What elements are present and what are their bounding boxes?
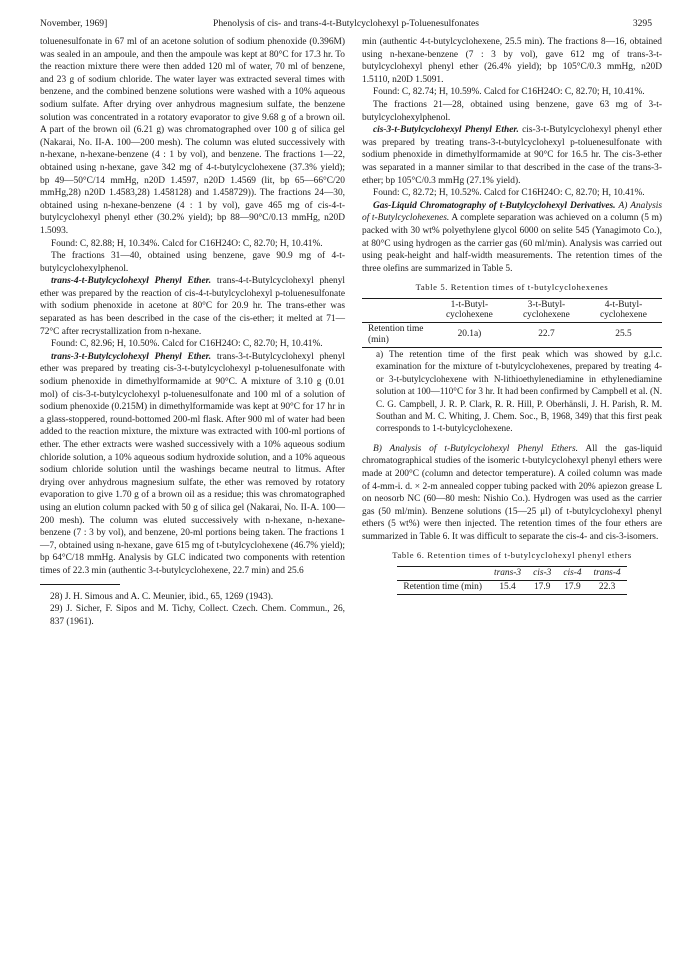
table-cell: 20.1a) [431, 322, 508, 347]
footnote-divider [40, 584, 120, 585]
left-column [40, 36, 345, 628]
section-paragraph [362, 200, 662, 276]
table-header: 3-t-Butyl-cyclohexene [508, 298, 585, 322]
table-5-caption: Table 5. Retention times of t-butylcyclohexenes [415, 282, 609, 293]
table-cell: 22.3 [588, 580, 627, 594]
paragraph: Found: C, 82.88; H, 10.34%. Calcd for C16H24O: C, 82.70; H, 10.41%. [51, 238, 323, 249]
paragraph-text: trans-3-t-Butylcyclohexyl phenyl ether was prepared by treating cis-3-t-butylcyclohexyl p-toluenesulfonate with sodium phenoxide in dimethylformamide at 90°C. A mixture of 3.10 g (0.01 mol) of cis-3-t-butylcyclohexyl p-toluenesulfonate and 100 ml of a solution of sodium phenoxide (0.215M) in dimethylformamide was kept at 90°C for 17 hr in a glass-stoppered, round-bottomed 200-ml flask. After 900 ml of water had been added to the reaction mixture, the mixture was extracted with 100-ml portions of ether. The ether extracts were washed successively with a 10% aqueous sodium chloride solution, a 10% aqueous sodium hydroxide solution, and a 10% aqueous sodium chloride solution until the washings became neutral to litmus. After drying over anhydrous magnesium sulfate, the ether was removed by rotatory evaporation to give 1.70 g of a brown oil as a residue; this was chromatographed using an elution column packed with 50 g of silica gel (Nakarai, No. II-A. 100—200 mesh). The column was eluted successively with n-hexane, n-hexane-benzene (7 : 3 by vol), and benzene, 20-ml portions being taken. The fractions 1—7, obtained using n-hexane, gave 615 mg of t-butylcyclohexene (46.7% yield); bp 64°C/18 mmHg. Analysis by GLC indicated two components with retention times of 22.3 min (authentic 3-t-butylcyclohexene, 22.7 min) and 25.6 [40, 351, 345, 576]
paragraph: Found: C, 82.74; H, 10.59%. Calcd for C16H24O: C, 82.70; H, 10.41%. [373, 87, 645, 98]
reference-28: 28) J. H. Simous and A. C. Meunier, ibid., 65, 1269 (1943). [50, 591, 274, 602]
table-row-label: Retention time (min) [362, 322, 431, 347]
section-heading: trans-4-t-Butylcyclohexyl Phenyl Ether. [51, 276, 212, 287]
table-5-footnote: a) The retention time of the first peak which was showed by g.l.c. examination for the mixture of t-butylcyclohexenes, prepared by treating 4- or 3-t-butylcyclohexene with N-lithioethylenediamine in ethylenediamine solution at 100—110°C for 3 hr. It had been confirmed by Campbell et al. (N. C. G. Campbell, J. R. P. Clark, R. R. Hill, P. Oberhänsli, J. H. Parish, R. M. Southan and M. C. Whiting, J. Chem. Soc., B, 1968, 349) that this first peak corresponds to 1-t-butylcyclohexene. [376, 348, 662, 434]
running-header [40, 16, 652, 32]
section-heading: cis-3-t-Butylcyclohexyl Phenyl Ether. [373, 125, 519, 136]
table-cell: 17.9 [527, 580, 557, 594]
header-title: Phenolysis of cis- and trans-4-t-Butylcyclohexyl p-Toluenesulfonates [212, 18, 480, 29]
table-row-label: Retention time (min) [397, 580, 488, 594]
section-paragraph [40, 275, 345, 338]
reference-29: 29) J. Sicher, F. Sipos and M. Tichy, Collect. Czech. Chem. Commun., 26, 837 (1961). [50, 604, 345, 627]
table-6 [397, 566, 626, 595]
table-cell: 22.7 [508, 322, 585, 347]
paragraph-text: cis-3-t-Butylcyclohexyl phenyl ether was prepared by treating trans-3-t-butylcyclohexyl p-toluenesulfonate with sodium phenoxide in dimethylformamide at 90°C for 16.5 hr. The cis-3-ether was separated in a manner similar to that described in the case of the trans-3-ether; bp 105°C/0.3 mmHg (27.1% yield). [362, 125, 662, 186]
paragraph: Found: C, 82.72; H, 10.52%. Calcd for C16H24O: C, 82.70; H, 10.41%. [373, 188, 645, 199]
table-5 [362, 298, 662, 348]
section-paragraph [362, 124, 662, 187]
section-heading: Gas-Liquid Chromatography of t-Butylcyclohexyl Derivatives. [373, 200, 616, 211]
table-header: cis-3 [527, 567, 557, 581]
table-header: trans-4 [588, 567, 627, 581]
paragraph: Found: C, 82.96; H, 10.50%. Calcd for C16H24O: C, 82.70; H, 10.41%. [51, 339, 323, 350]
paragraph-text: trans-4-t-Butylcyclohexyl phenyl ether was prepared by the reaction of cis-4-t-butylcyclohexyl p-toluenesulfonate with sodium phenoxide in acetone at 80°C for 20.9 hr. The trans-ether was separated as has been described in the case of the cis-ether; it melted at 71—72°C after recrystallization from n-hexane. [40, 276, 345, 337]
subsection-heading: B) Analysis of t-Butylcyclohexyl Phenyl Ethers. [373, 443, 578, 454]
section-paragraph [362, 443, 662, 544]
page-number: 3295 [632, 18, 652, 29]
paragraph-text: A complete separation was achieved on a column (5 m) packed with 30 wt% polyethylene glycol 6000 on selite 545 (Yanagimoto Co.), at 80°C using hydrogen as the carrier gas (60 ml/min). Analysis was carried out using peak-height and half-width measurements. The retention times of the three olefins are summarized in Table 5. [362, 213, 662, 274]
paragraph: The fractions 21—28, obtained using benzene, gave 63 mg of 3-t-butylcyclohexylphenol. [362, 99, 662, 123]
table-header: 1-t-Butyl-cyclohexene [431, 298, 508, 322]
section-paragraph [40, 351, 345, 578]
table-cell: 15.4 [488, 580, 527, 594]
table-header-empty [397, 567, 488, 581]
table-6-caption: Table 6. Retention times of t-butylcyclohexyl phenyl ethers [392, 550, 632, 561]
paragraph-text: All the gas-liquid chromatographical studies of the isomeric t-butylcyclohexyl phenyl ethers were made at 200°C (column and detector temperature). A coiled column was made of 4-mm-i. d. × 2-m annealed copper tubing packed with 20% apiezon grease L on neosorb NC (60—80 mesh: Nishio Co.). Hydrogen was used as the carrier gas (50 ml/min). Benzene solutions (15—25 μl) of t-butylcyclohexyl phenyl ethers (5 wt%) were then injected. The retention times of the four ethers are summarized in Table 6. It was difficult to separate the cis-4- and cis-3-isomers. [362, 443, 663, 542]
table-header: cis-4 [557, 567, 587, 581]
table-header: trans-3 [488, 567, 527, 581]
paragraph: toluenesulfonate in 67 ml of an acetone solution of sodium phenoxide (0.396M) was sealed in an ampoule, and then the ampoule was kept at 80°C for 17.3 hr. To the reaction mixture there were then added 120 ml of water, 70 ml of benzene, and 23 g of sodium chloride. The water layer was extracted several times with benzene, and the combined benzene solutions were washed with a 10% aqueous sodium sulfate. After drying over anhydrous magnesium sulfate, the benzene solution was concentrated in a rotatory evaporator to give 9.68 g of a brown oil. A part of the brown oil (6.21 g) was chromatographed over 100 g of silica gel (Nakarai, No. II-A. 100—200 mesh). The column was eluted successively with n-hexane, n-hexane-benzene (4 : 1 by vol), and benzene. The fractions 1—22, obtained using n-hexane, gave 342 mg of 4-t-butylcyclohexene (37.3% yield); bp 49—50°C/14 mmHg, n20D 1.4597, n20D 1.4569 (lit, bp 65—66°C/20 mmHg,28) n20D 1.4583,28) 1.458128) and 1.458729)). The fractions 24—30, obtained using n-hexane-benzene (4 : 1 by vol), gave 465 mg of cis-4-t-butylcyclohexyl phenyl ether (30.2% yield); bp 88—90°C/0.13 mmHg, n20D 1.5093. [40, 37, 345, 236]
right-column [362, 36, 662, 595]
paragraph: The fractions 31—40, obtained using benzene, gave 90.9 mg of 4-t-butylcyclohexylphenol. [40, 251, 345, 274]
table-header: 4-t-Butyl-cyclohexene [585, 298, 662, 322]
paragraph: min (authentic 4-t-butylcyclohexene, 25.5 min). The fractions 8—16, obtained using n-hexane-benzene (7 : 3 by vol), gave 612 mg of trans-3-t-butylcyclohexyl phenyl ether (26.4% yield); bp 105°C/0.3 mmHg, n20D 1.5110, n20D 1.5091. [362, 37, 662, 85]
subsection-heading: A) Analysis of t-Butylcyclohexenes. [362, 200, 662, 224]
section-heading: trans-3-t-Butylcyclohexyl Phenyl Ether. [51, 351, 212, 362]
header-date: November, 1969] [40, 18, 108, 29]
table-cell: 17.9 [557, 580, 587, 594]
table-header-empty [362, 298, 431, 322]
table-cell: 25.5 [585, 322, 662, 347]
